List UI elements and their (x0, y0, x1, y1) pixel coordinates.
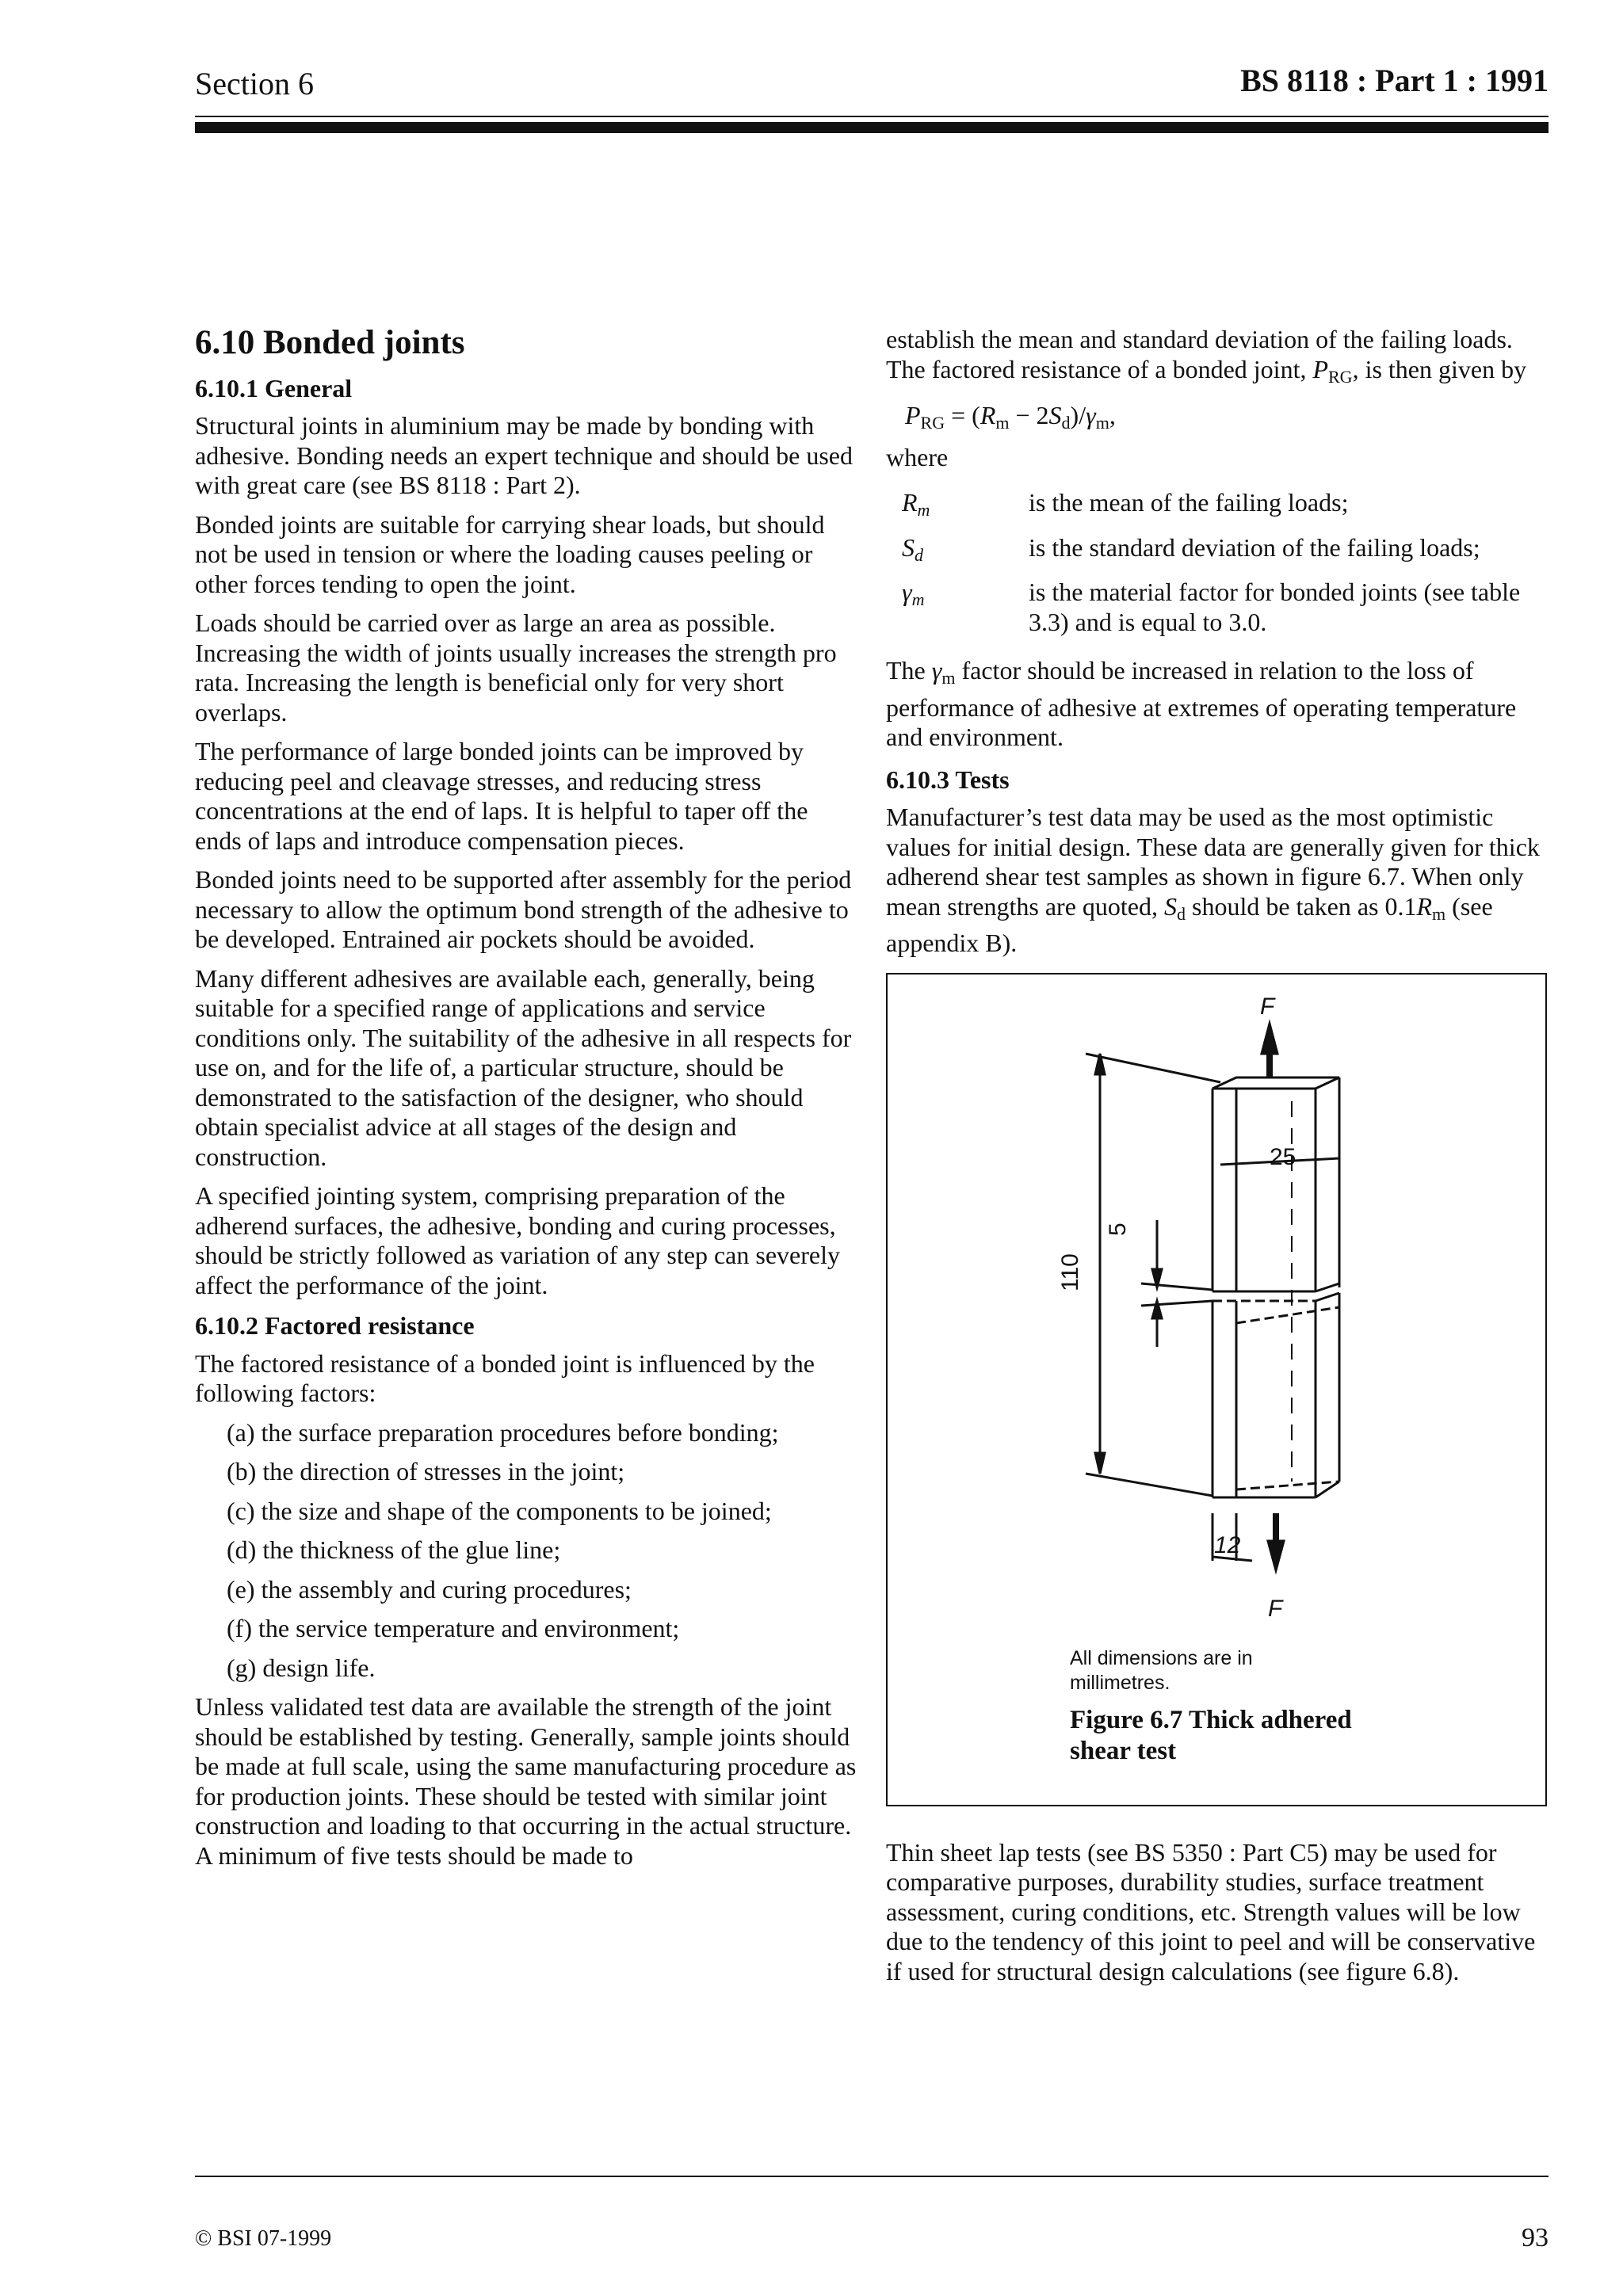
figure-6-7 (886, 973, 1547, 1806)
definition-text: is the material factor for bonded joints (see table 3.3) and is equal to 3.0. (1029, 578, 1521, 636)
footer-rule (195, 2176, 1549, 2177)
subheading-general: 6.10.1 General (195, 373, 353, 402)
dimension-label-25: 25 (1270, 1143, 1296, 1170)
left-column (195, 325, 859, 1880)
list-item: (f) the service temperature and environment; (227, 1614, 680, 1642)
upper-block-top-face (1212, 1077, 1339, 1089)
paragraph: Many different adhesives are available each, generally, being suitable for a specified range of applications and service conditions only. The suitability of the adhesive in all respects for use on, and for the life of, a particular structure, should be demonstrated to the satisfaction of the designer, who should obtain specialist advice at all stages of the design and construction. (195, 963, 852, 1171)
definition-row (886, 533, 1549, 570)
figure-caption: Figure 6.7 Thick adhered shear test (1070, 1705, 1352, 1765)
paragraph: The $\gamma_m$ factor should be increased in relation to the loss of performance of adhesive at extremes of operating temperature and environment. (886, 656, 1517, 751)
list-item: (d) the thickness of the glue line; (227, 1535, 561, 1564)
force-label-bottom: F (1268, 1595, 1283, 1622)
paragraph: establish the mean and standard deviation of the failing loads. The factored resistance of a bonded joint, $P_{RG}$, is then given by (886, 325, 1527, 387)
dimension-label-110: 110 (1057, 1253, 1083, 1291)
where-label: where (886, 442, 949, 471)
list-item: (a) the surface preparation procedures before bonding; (227, 1417, 779, 1447)
list-item: (e) the assembly and curing procedures; (227, 1574, 632, 1604)
paragraph: Structural joints in aluminium may be made by bonding with adhesive. Bonding needs an expert technique and should be used with great care (see BS 8118 : Part 2). (195, 411, 853, 499)
figure-note: All dimensions are in millimetres. (1070, 1646, 1253, 1694)
right-column (886, 325, 1549, 1996)
paragraph: Unless validated test data are available the strength of the joint should be established by testing. Generally, sample joints should be made at full scale, using the same manufacturing procedure as for production joints. These should be tested with similar joint construction and loading to that occurring in the actual structure. A minimum of five tests should be made to (195, 1692, 857, 1870)
force-arrowhead-top (1262, 1024, 1277, 1054)
definition-row (886, 488, 1549, 525)
paragraph: Bonded joints need to be supported after assembly for the period necessary to allow the optimum bond strength of the adhesive to be developed. Entrained air pockets should be avoided. (195, 865, 852, 953)
definition-text: is the mean of the failing loads; (1029, 488, 1349, 517)
subheading-factored-resistance: 6.10.2 Factored resistance (195, 1311, 475, 1340)
section-label: Section 6 (195, 66, 314, 101)
paragraph: The performance of large bonded joints can be improved by reducing peel and cleavage stresses, and reducing stress concentrations at the end of laps. It is helpful to taper off the ends of laps and introduce compensation pieces. (195, 737, 808, 855)
paragraph: A specified jointing system, comprising preparation of the adherend surfaces, the adhesive, bonding and curing processes, should be strictly followed as variation of any step can severely affect the performance of the joint. (195, 1181, 840, 1299)
definition-symbol: $\gamma_m$ (902, 578, 925, 609)
copyright: © BSI 07-1999 (195, 2226, 332, 2251)
section-heading: 6.10 Bonded joints (195, 324, 465, 361)
definition-symbol: $S_d$ (902, 532, 923, 565)
paragraph: Thin sheet lap tests (see BS 5350 : Part C5) may be used for comparative purposes, durability studies, surface treatment assessment, curing conditions, etc. Strength values will be low due to the tendency of this joint to peel and will be conservative if used for structural design calculations (see figure 6.8). (886, 1837, 1536, 1985)
paragraph: Bonded joints are suitable for carrying shear loads, but should not be used in tension or where the loading causes peeling or other forces tending to open the joint. (195, 509, 825, 598)
formula: $P_{RG} = (R_m - 2S_d)/\gamma_m$, (905, 401, 1116, 433)
list-item: (g) design life. (227, 1653, 376, 1682)
force-label-top: F (1260, 993, 1275, 1020)
definition-text: is the standard deviation of the failing loads; (1029, 532, 1480, 562)
standard-label: BS 8118 : Part 1 : 1991 (1240, 63, 1549, 98)
dimension-label-12: 12 (1214, 1531, 1241, 1558)
definition-list (886, 488, 1549, 637)
definition-row (886, 578, 1549, 637)
subheading-tests: 6.10.3 Tests (886, 765, 1010, 794)
paragraph: Loads should be carried over as large an area as possible. Increasing the width of joints usually increases the strength pro rata. Increasing the length is beneficial only for very short overlaps. (195, 608, 837, 727)
paragraph: Manufacturer’s test data may be used as the most optimistic values for initial design. These data are generally given for thick adherend shear test samples as shown in figure 6.7. When only mean strengths are quoted, $S_d$ should be taken as $0.1R_m$ (see appendix B). (886, 803, 1540, 957)
list-item: (c) the size and shape of the components to be joined; (227, 1496, 772, 1525)
header-rule-thin (195, 116, 1549, 117)
header-rule (195, 122, 1549, 133)
list-item: (b) the direction of stresses in the joint; (227, 1457, 625, 1486)
paragraph: The factored resistance of a bonded joint is influenced by the following factors: (195, 1348, 815, 1407)
page-number: 93 (1522, 2223, 1549, 2252)
dimension-label-5: 5 (1105, 1222, 1131, 1236)
force-arrowhead-bottom (1268, 1541, 1284, 1570)
definition-symbol: $R_m$ (902, 488, 930, 520)
